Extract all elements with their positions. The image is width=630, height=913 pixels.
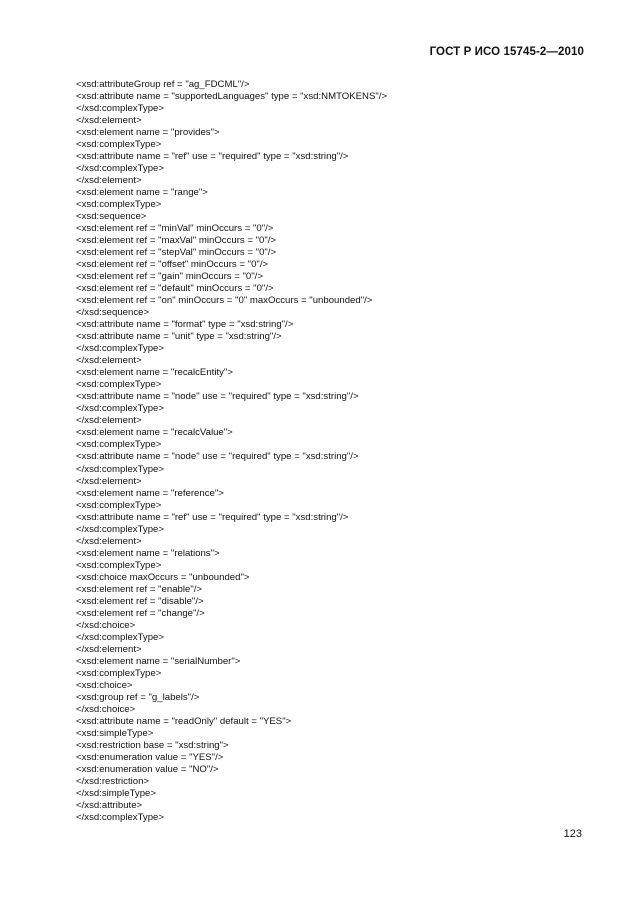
code-line: <xsd:element name = "recalcEntity"> bbox=[76, 367, 233, 379]
code-line: <xsd:element ref = "enable"/> bbox=[76, 583, 203, 595]
code-line: <xsd:attribute name = "node" use = "required" type = "xsd:string"/> bbox=[76, 451, 359, 463]
code-line: </xsd:complexType> bbox=[76, 103, 164, 115]
code-line: <xsd:element name = "serialNumber"> bbox=[76, 655, 241, 667]
code-line: </xsd:sequence> bbox=[76, 307, 150, 319]
code-line: <xsd:choice> bbox=[76, 679, 133, 691]
code-line: </xsd:element> bbox=[76, 415, 142, 427]
code-line: <xsd:attribute name = "supportedLanguages" type = "xsd:NMTOKENS"/> bbox=[76, 91, 388, 103]
code-line: <xsd:element name = "range"> bbox=[76, 187, 208, 199]
code-line: <xsd:simpleType> bbox=[76, 727, 154, 739]
code-line: </xsd:complexType> bbox=[76, 403, 164, 415]
code-line: <xsd:complexType> bbox=[76, 139, 162, 151]
code-line: <xsd:element ref = "stepVal" minOccurs = "0"/> bbox=[76, 247, 277, 259]
code-line: </xsd:element> bbox=[76, 115, 142, 127]
code-line: </xsd:complexType> bbox=[76, 631, 164, 643]
code-line: </xsd:element> bbox=[76, 475, 142, 487]
code-line: </xsd:restriction> bbox=[76, 775, 150, 787]
code-line: </xsd:element> bbox=[76, 535, 142, 547]
code-line: <xsd:attribute name = "unit" type = "xsd:string"/> bbox=[76, 331, 282, 343]
code-line: <xsd:element ref = "disable"/> bbox=[76, 595, 204, 607]
code-line: </xsd:attribute> bbox=[76, 799, 143, 811]
code-line: <xsd:element name = "relations"> bbox=[76, 547, 220, 559]
code-line: <xsd:group ref = "g_labels"/> bbox=[76, 691, 200, 703]
code-line: <xsd:complexType> bbox=[76, 439, 162, 451]
code-line: <xsd:attributeGroup ref = "ag_FDCML"/> bbox=[76, 79, 250, 90]
code-line: <xsd:complexType> bbox=[76, 199, 162, 211]
code-line: <xsd:complexType> bbox=[76, 499, 162, 511]
code-line: <xsd:element ref = "maxVal" minOccurs = "0"/> bbox=[76, 235, 277, 247]
code-line: <xsd:element ref = "offset" minOccurs = "0"/> bbox=[76, 259, 269, 271]
code-line: <xsd:enumeration value = "NO"/> bbox=[76, 763, 219, 775]
code-line: </xsd:complexType> bbox=[76, 343, 164, 355]
code-line: <xsd:attribute name = "ref" use = "required" type = "xsd:string"/> bbox=[76, 151, 349, 163]
page-number: 123 bbox=[563, 828, 582, 840]
code-line: <xsd:element name = "provides"> bbox=[76, 127, 220, 139]
code-line: </xsd:element> bbox=[76, 355, 142, 367]
code-line: <xsd:element name = "reference"> bbox=[76, 487, 224, 499]
code-line: <xsd:attribute name = "node" use = "required" type = "xsd:string"/> bbox=[76, 391, 359, 403]
code-line: </xsd:complexType> bbox=[76, 463, 164, 475]
code-line: <xsd:complexType> bbox=[76, 667, 162, 679]
xsd-code-listing bbox=[76, 79, 387, 824]
code-line: <xsd:complexType> bbox=[76, 559, 162, 571]
code-line: <xsd:sequence> bbox=[76, 211, 147, 223]
code-line: <xsd:element ref = "gain" minOccurs = "0"/> bbox=[76, 271, 263, 283]
code-line: </xsd:complexType> bbox=[76, 811, 164, 823]
code-line: </xsd:element> bbox=[76, 175, 142, 187]
code-line: <xsd:restriction base = "xsd:string"> bbox=[76, 739, 229, 751]
code-line: </xsd:element> bbox=[76, 643, 142, 655]
code-line: <xsd:complexType> bbox=[76, 379, 162, 391]
code-line: <xsd:attribute name = "readOnly" default = "YES"> bbox=[76, 715, 292, 727]
code-line: <xsd:enumeration value = "YES"/> bbox=[76, 751, 224, 763]
code-line: <xsd:attribute name = "format" type = "xsd:string"/> bbox=[76, 319, 294, 331]
code-line: <xsd:element ref = "default" minOccurs = "0"/> bbox=[76, 283, 274, 295]
code-line: </xsd:complexType> bbox=[76, 523, 164, 535]
code-line: <xsd:element ref = "on" minOccurs = "0" maxOccurs = "unbounded"/> bbox=[76, 295, 373, 307]
code-line: <xsd:element ref = "minVal" minOccurs = "0"/> bbox=[76, 223, 274, 235]
code-line: <xsd:element name = "recalcValue"> bbox=[76, 427, 233, 439]
code-line: </xsd:choice> bbox=[76, 703, 136, 715]
code-line: </xsd:complexType> bbox=[76, 163, 164, 175]
code-line: <xsd:choice maxOccurs = "unbounded"> bbox=[76, 571, 250, 583]
document-header: ГОСТ Р ИСО 15745-2—2010 bbox=[429, 46, 584, 58]
code-line: <xsd:attribute name = "ref" use = "required" type = "xsd:string"/> bbox=[76, 511, 349, 523]
code-line: <xsd:element ref = "change"/> bbox=[76, 607, 205, 619]
code-line: </xsd:simpleType> bbox=[76, 787, 156, 799]
code-line: </xsd:choice> bbox=[76, 619, 136, 631]
